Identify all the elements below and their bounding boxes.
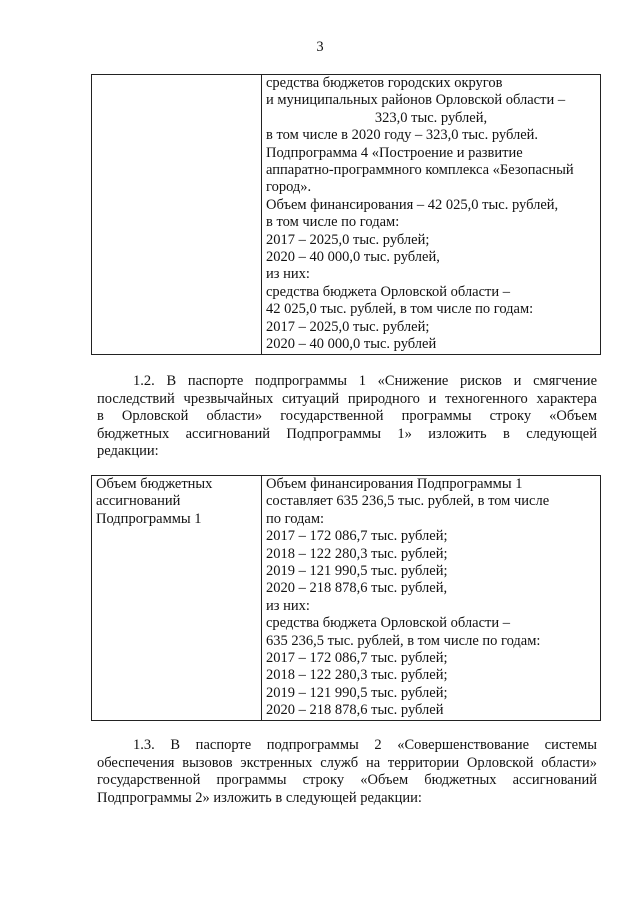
table2-line: 2018 – 122 280,3 тыс. рублей;	[266, 545, 448, 562]
paragraph-line: обеспечения вызовов экстренных служб на территории Орловской области»	[97, 754, 597, 771]
table1-line: 323,0 тыс. рублей,	[374, 109, 488, 126]
paragraph-line: редакции:	[97, 443, 159, 459]
table2-line: 635 236,5 тыс. рублей, в том числе по годам:	[266, 632, 541, 649]
table1-line: аппаратно-программного комплекса «Безопасный	[266, 162, 574, 179]
table2-label-cell	[92, 476, 262, 721]
table2-label-line: ассигнований	[96, 493, 181, 510]
paragraph-line: бюджетных ассигнований Подпрограммы 1» изложить в следующей	[97, 425, 597, 442]
table2-label-line: Подпрограммы 1	[96, 510, 202, 527]
paragraph-1-3	[97, 737, 597, 807]
table1-line: средства бюджетов городских округов	[266, 75, 503, 91]
paragraph-line: последствий чрезвычайных ситуаций природного и техногенного характера	[97, 390, 597, 407]
table2-line: 2019 – 121 990,5 тыс. рублей;	[266, 684, 448, 701]
table1-line: город».	[266, 179, 312, 196]
table-continuation	[91, 74, 601, 355]
table2-line: 2017 – 172 086,7 тыс. рублей;	[266, 528, 448, 545]
table2-line: Объем финансирования Подпрограммы 1	[266, 476, 523, 492]
page-number: 3	[316, 39, 324, 55]
table2-line: составляет 635 236,5 тыс. рублей, в том числе	[266, 493, 550, 510]
paragraph-line: 1.3. В паспорте подпрограммы 2 «Совершенствование системы	[133, 737, 597, 753]
table2-line: 2019 – 121 990,5 тыс. рублей;	[266, 563, 448, 580]
table1-line: в том числе по годам:	[266, 214, 400, 231]
table1-line: Подпрограмма 4 «Построение и развитие	[266, 144, 523, 161]
table1-line: 42 025,0 тыс. рублей, в том числе по годам:	[266, 301, 534, 318]
paragraph-line: в Орловской области» государственной программы строку «Объем	[97, 408, 597, 424]
table2-line: средства бюджета Орловской области –	[266, 615, 510, 632]
table1-line: из них:	[266, 266, 310, 283]
paragraph-line: Подпрограммы 2» изложить в следующей редакции:	[97, 789, 422, 806]
table2-line: 2017 – 172 086,7 тыс. рублей;	[266, 650, 448, 667]
table2-line: 2020 – 218 878,6 тыс. рублей,	[266, 580, 448, 597]
table1-line: 2020 – 40 000,0 тыс. рублей,	[266, 249, 440, 266]
table1-right-cell	[262, 75, 601, 355]
paragraph-line: государственной программы строку «Объем бюджетных ассигнований	[97, 772, 597, 788]
table2-label-line: Объем бюджетных	[96, 476, 213, 492]
table1-line: 2017 – 2025,0 тыс. рублей;	[266, 318, 430, 335]
table-budget-subprogram-1	[91, 475, 601, 721]
table1-line: в том числе в 2020 году – 323,0 тыс. рублей.	[266, 127, 539, 144]
table2-value-cell	[262, 476, 601, 721]
paragraph-1-2	[97, 373, 597, 461]
table1-line: Объем финансирования – 42 025,0 тыс. рублей,	[266, 196, 559, 213]
table1-line: и муниципальных районов Орловской области –	[266, 92, 566, 109]
table1-left-cell	[92, 75, 262, 355]
table2-line: из них:	[266, 597, 310, 614]
paragraph-line: 1.2. В паспорте подпрограммы 1 «Снижение рисков и смягчение	[133, 373, 597, 389]
table1-line: средства бюджета Орловской области –	[266, 283, 510, 300]
table1-line: 2017 – 2025,0 тыс. рублей;	[266, 231, 430, 248]
table2-line: по годам:	[266, 510, 325, 527]
table2-line: 2018 – 122 280,3 тыс. рублей;	[266, 667, 448, 684]
table1-line: 2020 – 40 000,0 тыс. рублей	[266, 336, 437, 353]
table2-line: 2020 – 218 878,6 тыс. рублей	[266, 702, 444, 719]
